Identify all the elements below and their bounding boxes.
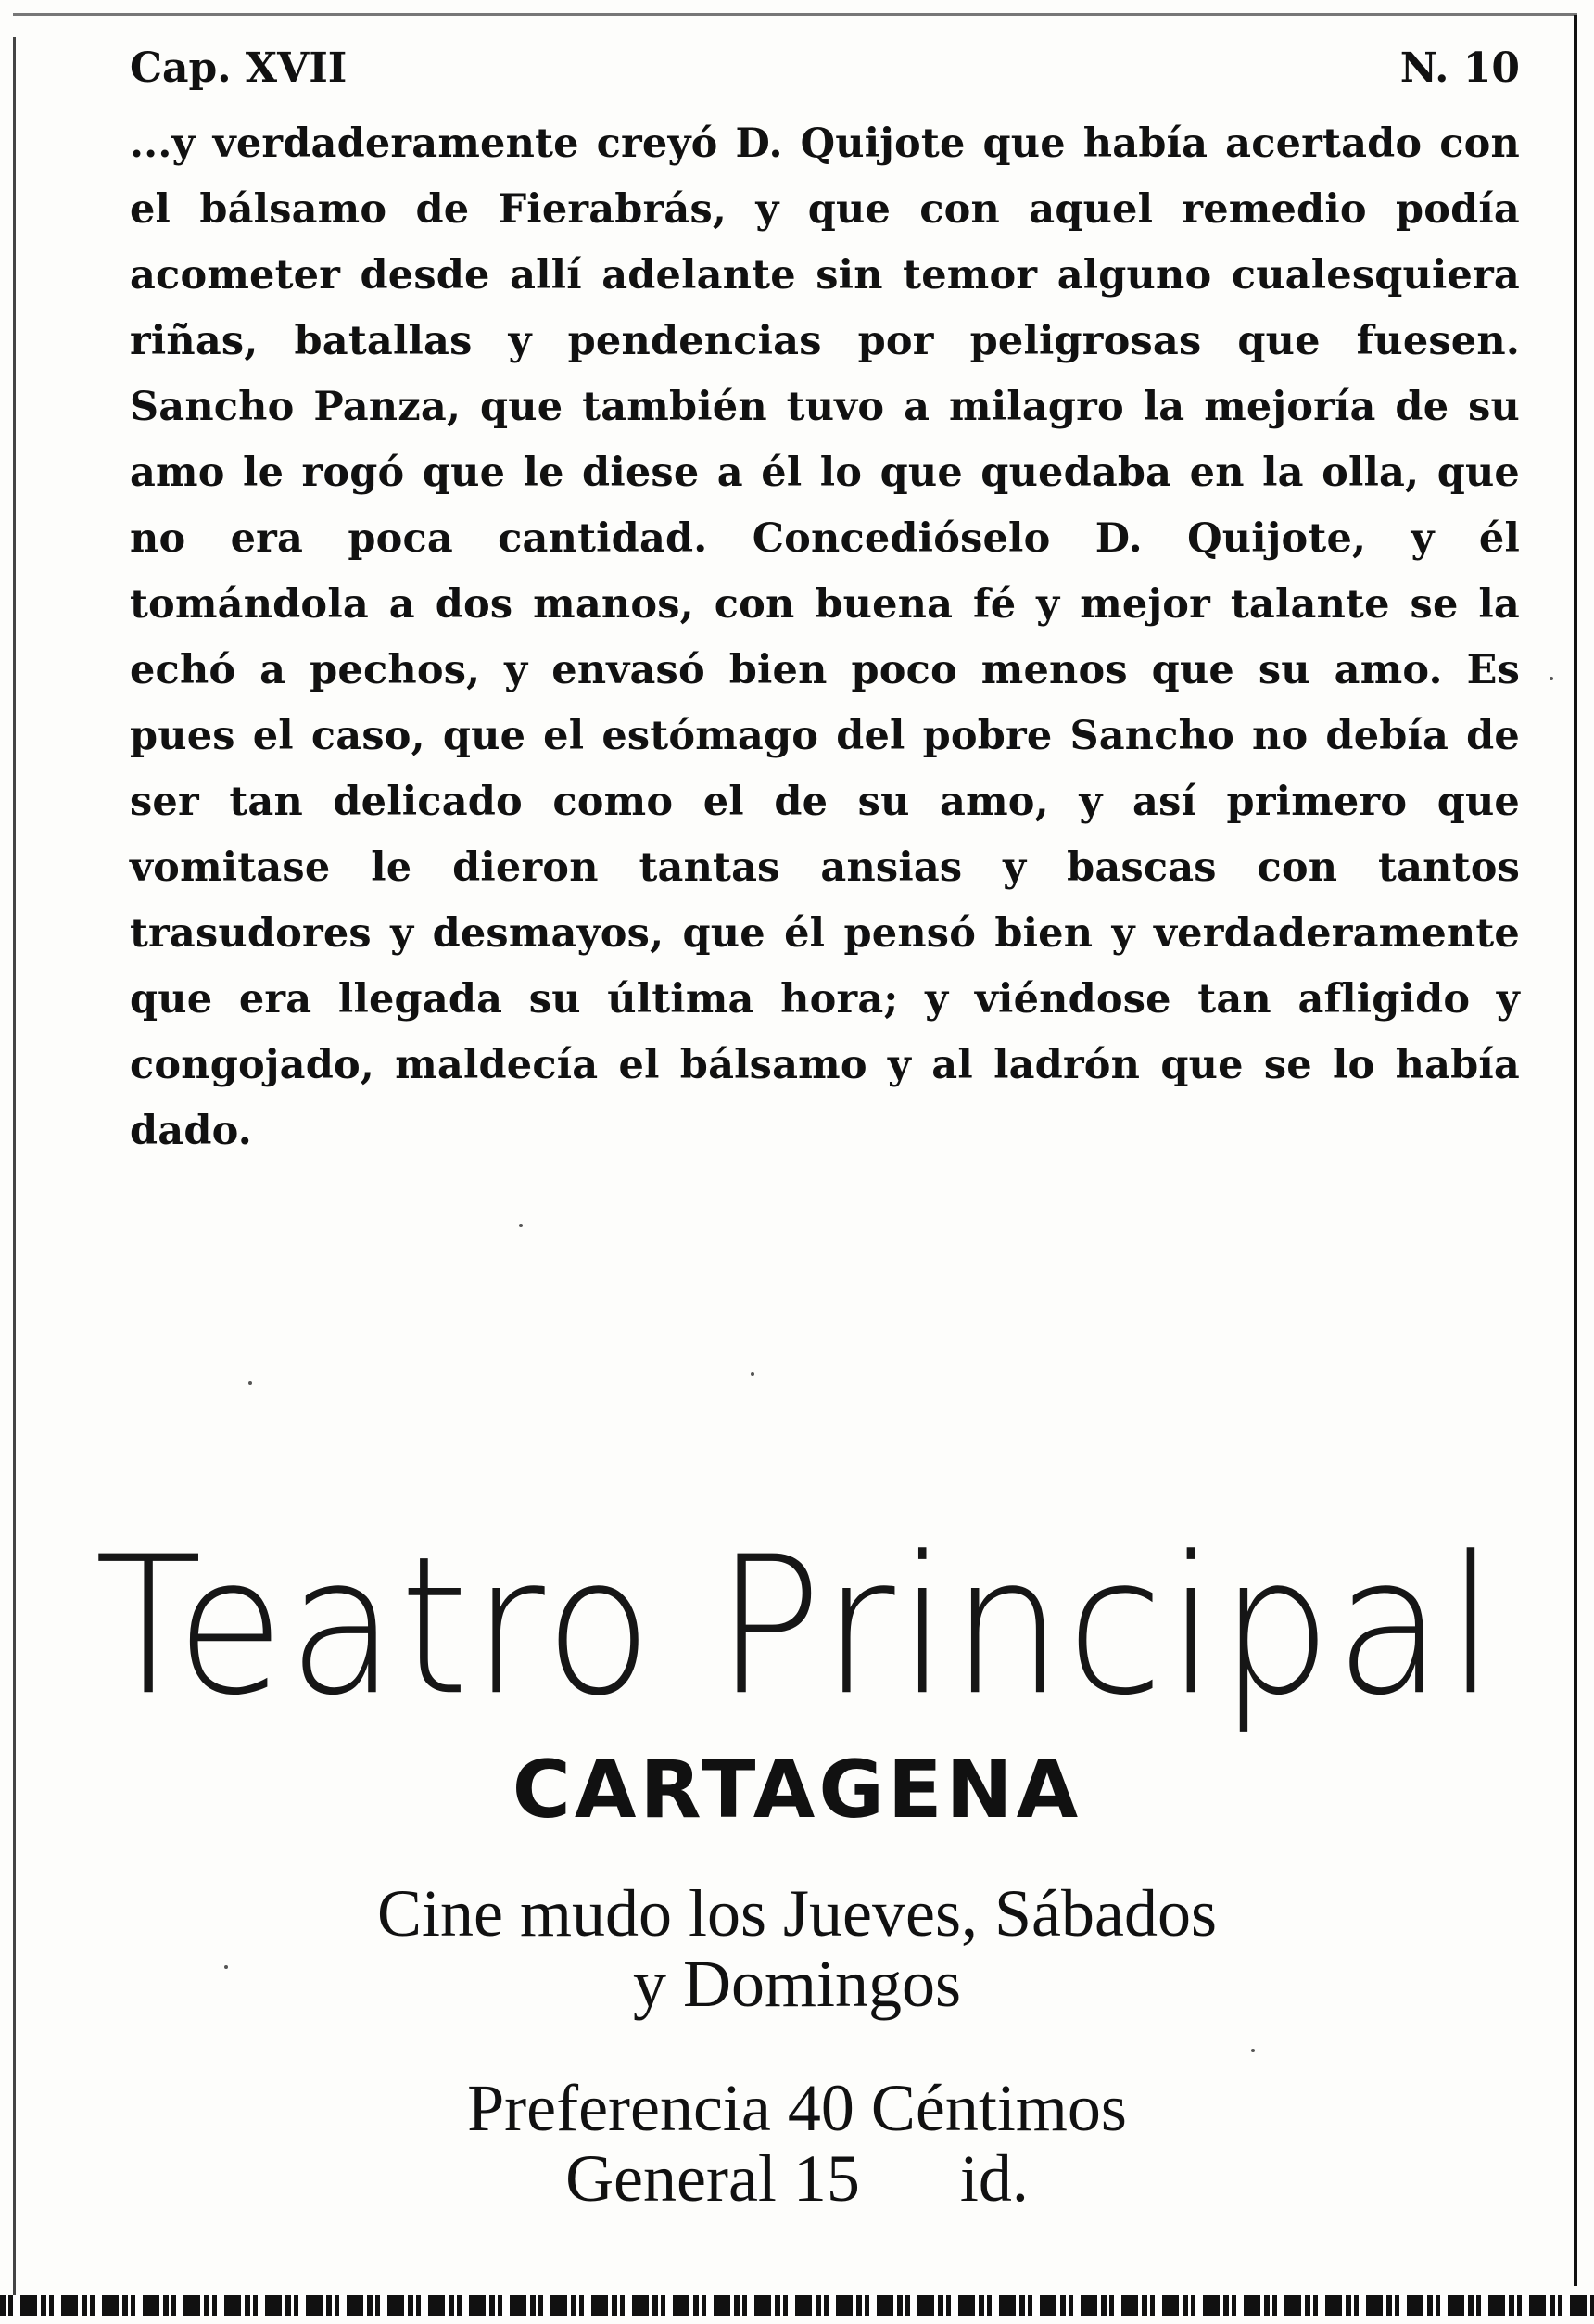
print-speck: [1550, 677, 1553, 680]
theatre-advertisement: [0, 1516, 1594, 2216]
schedule-line-1: Cine mudo los Jueves, Sábados: [377, 1876, 1217, 1950]
print-speck: [1251, 2049, 1255, 2052]
print-speck: [519, 1224, 523, 1227]
venue-name: Teatro Principal: [95, 1516, 1499, 1737]
chapter-label: Cap. XVII: [130, 44, 348, 92]
print-speck: [248, 1381, 252, 1385]
schedule-line-2: y Domingos: [632, 1947, 962, 2021]
schedule-text: [0, 1878, 1594, 2019]
city-name: CARTAGENA: [512, 1744, 1082, 1836]
story-paragraph: ...y verdaderamente creyó D. Quijote que había acertado con el bálsamo de Fierabrás, y que con aquel remedio podía acometer desde allí adelante sin temor alguno cualesquiera riñas, batallas y pendencias por peligrosas que fuesen. Sancho Panza, que también tuvo a milagro la mejoría de su amo le rogó que le diese a él lo que quedaba en la olla, que no era poca cantidad. Concedióselo D. Quijote, y él tomándola a dos manos, con buena fé y mejor talante se la echó a pechos, y envasó bien poco menos que su amo. Es pues el caso, que el estómago del pobre Sancho no debía de ser tan delicado como el de su amo, y así primero que vomitase le dieron tantas ansias y bascas con tantos trasudores y desmayos, que él pensó bien y verdaderamente que era llegada su última hora; y viéndose tan afligido y congojado, maldecía el bálsamo y al ladrón que se lo había dado.: [130, 121, 1520, 1154]
card-number: N. 10: [1399, 44, 1520, 92]
card-top-border: [13, 13, 1577, 16]
price-preferencia: Preferencia 40 Céntimos: [467, 2071, 1127, 2145]
print-speck: [751, 1372, 754, 1376]
card-header: [130, 44, 1520, 109]
price-list: [0, 2073, 1594, 2214]
card-bottom-edge: [0, 2295, 1594, 2316]
print-speck: [224, 1965, 228, 1969]
price-general: General 15 id.: [565, 2141, 1029, 2216]
